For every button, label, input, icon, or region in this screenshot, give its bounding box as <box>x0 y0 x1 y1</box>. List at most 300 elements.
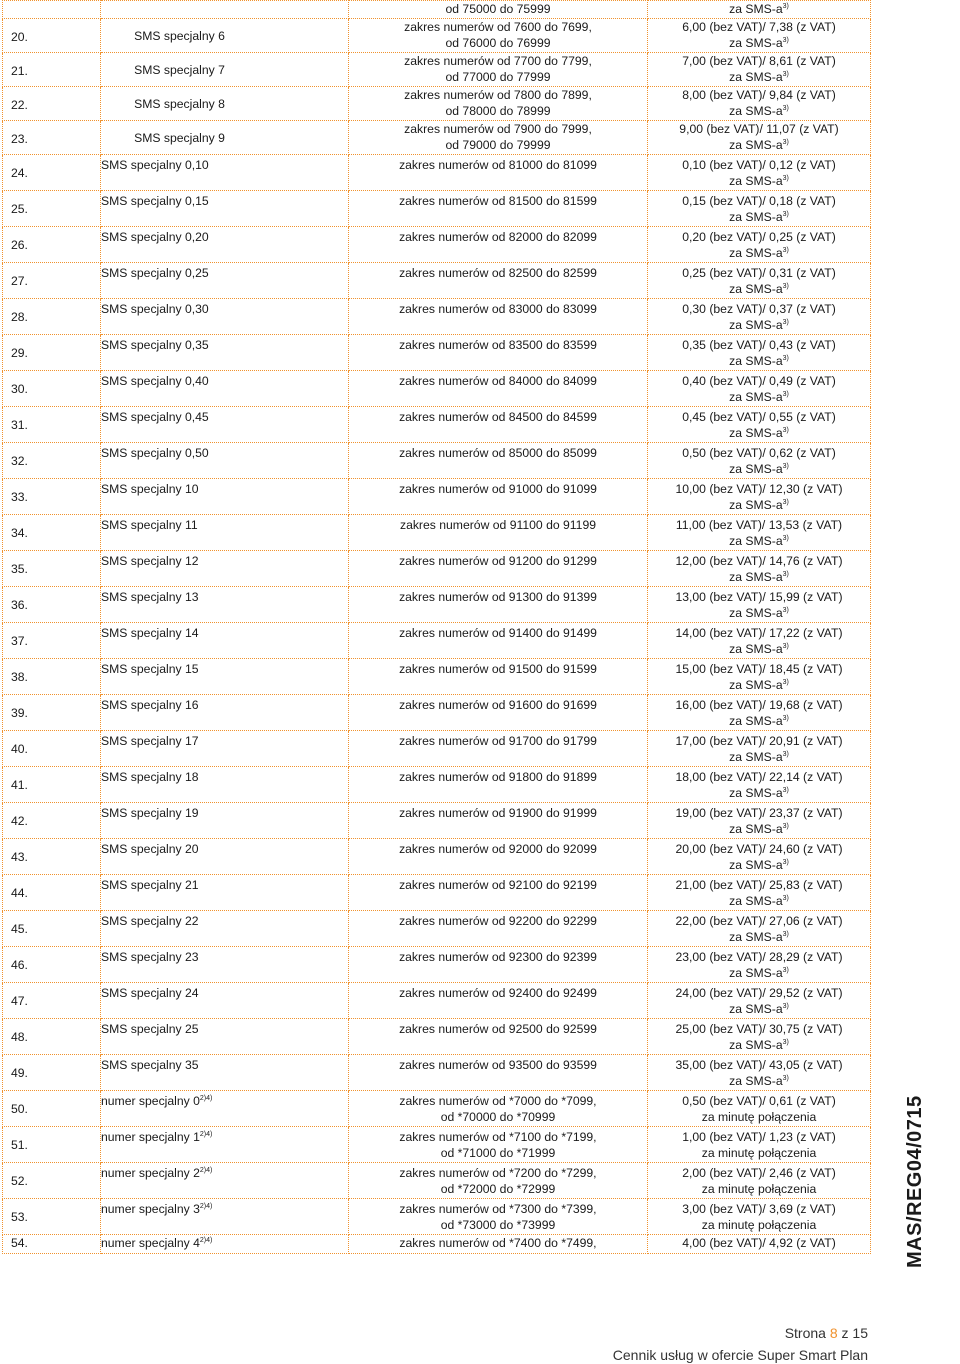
price-text: za SMS-a <box>729 2 783 16</box>
row-number: 54. <box>11 1235 28 1250</box>
row-number-cell <box>3 622 101 658</box>
service-name-cell <box>101 1162 349 1198</box>
footnote-ref: 3) <box>782 427 789 434</box>
row-number-cell <box>3 1090 101 1126</box>
footnote-ref: 3) <box>782 71 789 78</box>
price-unit: za minutę połączenia <box>701 1146 817 1160</box>
price-line-1: 8,00 (bez VAT)/ 9,84 (z VAT) <box>682 87 836 102</box>
price-cell <box>648 298 871 334</box>
table-row <box>3 52 871 86</box>
service-name <box>101 335 348 354</box>
row-number: 47. <box>11 993 28 1008</box>
price-line-1: 0,50 (bez VAT)/ 0,61 (z VAT) <box>682 1093 836 1108</box>
row-number-cell <box>3 838 101 874</box>
footnote-ref: 3) <box>782 105 789 112</box>
service-name <box>101 767 348 786</box>
service-name-text: SMS specjalny 13 <box>101 589 199 604</box>
range-line-1: zakres numerów od 91500 do 91599 <box>399 661 597 676</box>
price-line-2 <box>648 425 870 442</box>
service-name-cell <box>101 802 349 838</box>
price-unit: za SMS-a <box>729 642 783 656</box>
range-cell <box>349 370 648 406</box>
price-line-1: 13,00 (bez VAT)/ 15,99 (z VAT) <box>675 589 843 604</box>
row-number: 46. <box>11 957 28 972</box>
service-name-text: SMS specjalny 19 <box>101 805 199 820</box>
service-name-text: SMS specjalny 9 <box>134 130 225 145</box>
service-name-text: SMS specjalny 0,20 <box>101 229 209 244</box>
footnote-ref: 3) <box>782 1075 789 1082</box>
price-line-1: 2,00 (bez VAT)/ 2,46 (z VAT) <box>682 1165 836 1180</box>
service-name-cell <box>101 86 349 120</box>
service-name-cell <box>101 52 349 86</box>
price-line-1: 0,15 (bez VAT)/ 0,18 (z VAT) <box>682 193 836 208</box>
price-line-2 <box>648 569 870 586</box>
price-unit: za minutę połączenia <box>701 1182 817 1196</box>
price-line-1: 14,00 (bez VAT)/ 17,22 (z VAT) <box>675 625 843 640</box>
price-cell <box>648 658 871 694</box>
range-line-1: zakres numerów od 82000 do 82099 <box>399 229 597 244</box>
price-cell <box>648 946 871 982</box>
table-row <box>3 838 871 874</box>
range-cell <box>349 1198 648 1234</box>
price-line-1: 23,00 (bez VAT)/ 28,29 (z VAT) <box>675 949 843 964</box>
footnote-ref: 2)4) <box>199 1236 213 1244</box>
price-cell <box>648 766 871 802</box>
service-name-cell <box>101 120 349 154</box>
price-line-2 <box>648 1037 870 1054</box>
table-row <box>3 1018 871 1054</box>
service-name-text: SMS specjalny 23 <box>101 949 199 964</box>
price-unit: za SMS-a <box>729 750 783 764</box>
service-name-cell <box>101 622 349 658</box>
row-number: 52. <box>11 1173 28 1188</box>
service-name-text: SMS specjalny 20 <box>101 841 199 856</box>
price-unit: za SMS-a <box>729 282 783 296</box>
range-cell <box>349 802 648 838</box>
service-name-cell <box>101 1198 349 1234</box>
price-line-2 <box>648 209 870 226</box>
service-name <box>101 1199 348 1218</box>
price-unit: za SMS-a <box>729 70 783 84</box>
service-name <box>101 839 348 858</box>
price-line-1: 25,00 (bez VAT)/ 30,75 (z VAT) <box>675 1021 843 1036</box>
price-cell <box>648 730 871 766</box>
service-name <box>101 875 348 894</box>
service-name <box>101 155 348 174</box>
service-name <box>11 121 348 147</box>
footnote-ref: 3) <box>782 643 789 650</box>
range-line-1: zakres numerów od 92200 do 92299 <box>399 913 597 928</box>
table-row <box>3 442 871 478</box>
price-unit: za SMS-a <box>729 714 783 728</box>
range-cell <box>349 154 648 190</box>
price-line-2 <box>648 461 870 478</box>
footnote-ref: 3) <box>782 391 789 398</box>
range-line-1: zakres numerów od 7900 do 7999, <box>404 121 592 136</box>
service-name-cell <box>101 1090 349 1126</box>
service-name-cell <box>101 514 349 550</box>
row-number: 40. <box>11 741 28 756</box>
price-line-2 <box>648 1181 870 1198</box>
table-row <box>3 694 871 730</box>
service-name <box>101 407 348 426</box>
row-number-cell <box>3 874 101 910</box>
service-name-cell <box>101 550 349 586</box>
price-line-1: 24,00 (bez VAT)/ 29,52 (z VAT) <box>675 985 843 1000</box>
row-number-cell <box>3 550 101 586</box>
service-name <box>101 1019 348 1038</box>
range-line-1: zakres numerów od 91700 do 91799 <box>399 733 597 748</box>
service-name-cell <box>101 190 349 226</box>
row-number-cell <box>3 694 101 730</box>
row-number-cell <box>3 514 101 550</box>
price-line-2 <box>648 893 870 910</box>
service-name-cell <box>101 874 349 910</box>
document-title: Cennik usług w ofercie Super Smart Plan <box>612 1347 868 1363</box>
service-name-cell <box>101 154 349 190</box>
footnote-ref: 2)4) <box>199 1130 213 1138</box>
range-cell <box>349 478 648 514</box>
footnote-ref: 3) <box>782 571 789 578</box>
price-line-1: 10,00 (bez VAT)/ 12,30 (z VAT) <box>675 481 843 496</box>
range-line-1: zakres numerów od 85000 do 85099 <box>399 445 597 460</box>
range-line-1: zakres numerów od 91600 do 91699 <box>399 697 597 712</box>
service-name-cell <box>101 442 349 478</box>
service-name-cell <box>101 766 349 802</box>
range-cell <box>349 1162 648 1198</box>
range-cell <box>349 946 648 982</box>
service-name-text: SMS specjalny 11 <box>101 517 198 532</box>
document-code: MAS/REG04/0715 <box>904 1095 926 1268</box>
footnote-ref: 3) <box>782 859 789 866</box>
price-cell <box>648 334 871 370</box>
price-unit: za SMS-a <box>729 570 783 584</box>
service-name <box>101 947 348 966</box>
service-name-cell <box>101 838 349 874</box>
service-name-text: numer specjalny 0 <box>101 1093 200 1108</box>
table-row <box>3 622 871 658</box>
service-name-text: SMS specjalny 35 <box>101 1057 199 1072</box>
range-cell <box>349 550 648 586</box>
price-unit: za SMS-a <box>729 606 783 620</box>
footnote-ref: 3) <box>782 37 789 44</box>
price-table <box>2 0 871 1254</box>
row-number-cell <box>3 946 101 982</box>
price-line-2 <box>648 389 870 406</box>
footnote-ref: 3) <box>782 931 789 938</box>
row-number-cell <box>3 442 101 478</box>
price-cell <box>648 442 871 478</box>
row-number: 28. <box>11 309 28 324</box>
price-cell <box>648 1234 871 1253</box>
service-name <box>101 299 348 318</box>
service-name-cell <box>101 1234 349 1253</box>
row-number-cell <box>3 1054 101 1090</box>
range-line-1: zakres numerów od *7000 do *7099, <box>399 1093 597 1108</box>
row-number-cell <box>3 406 101 442</box>
table-row <box>3 120 871 154</box>
price-line-1: 0,45 (bez VAT)/ 0,55 (z VAT) <box>682 409 836 424</box>
service-name <box>11 87 348 113</box>
range-cell <box>349 298 648 334</box>
row-number: 33. <box>11 489 28 504</box>
range-line-1: zakres numerów od 81000 do 81099 <box>399 157 597 172</box>
row-number: 32. <box>11 453 28 468</box>
row-number-cell <box>3 370 101 406</box>
service-name-text: SMS specjalny 12 <box>101 553 199 568</box>
service-name-text: SMS specjalny 0,30 <box>101 301 209 316</box>
price-line-1: 35,00 (bez VAT)/ 43,05 (z VAT) <box>675 1057 843 1072</box>
service-name <box>101 1091 348 1110</box>
range-cell <box>349 120 648 154</box>
service-name <box>101 911 348 930</box>
table-row <box>3 874 871 910</box>
price-line-1: 4,00 (bez VAT)/ 4,92 (z VAT) <box>682 1235 836 1250</box>
range-line-1: zakres numerów od 91400 do 91499 <box>399 625 597 640</box>
price-line-2 <box>648 35 870 52</box>
service-name-text: numer specjalny 1 <box>101 1129 200 1144</box>
price-cell <box>648 550 871 586</box>
footnote-ref: 2)4) <box>199 1166 213 1174</box>
footnote-ref: 3) <box>782 823 789 830</box>
range-cell <box>349 586 648 622</box>
range-cell <box>349 874 648 910</box>
range-line-2: od 78000 do 78999 <box>445 104 551 118</box>
price-line-1: 6,00 (bez VAT)/ 7,38 (z VAT) <box>682 19 836 34</box>
price-unit: za SMS-a <box>729 246 783 260</box>
service-name-cell <box>101 1126 349 1162</box>
service-name-cell <box>101 982 349 1018</box>
row-number-cell <box>3 586 101 622</box>
range-line-1: zakres numerów od 81500 do 81599 <box>399 193 597 208</box>
service-name <box>101 263 348 282</box>
price-line-2 <box>648 1145 870 1162</box>
table-row <box>3 370 871 406</box>
range-line-1: zakres numerów od 84000 do 84099 <box>399 373 597 388</box>
footnote-ref: 3) <box>782 175 789 182</box>
range-cell <box>349 406 648 442</box>
price-unit: za SMS-a <box>729 1074 783 1088</box>
service-name-cell <box>101 262 349 298</box>
price-line-1: 7,00 (bez VAT)/ 8,61 (z VAT) <box>682 53 836 68</box>
price-unit: za SMS-a <box>729 858 783 872</box>
price-line-1: 0,40 (bez VAT)/ 0,49 (z VAT) <box>682 373 836 388</box>
price-line-1: 0,35 (bez VAT)/ 0,43 (z VAT) <box>682 337 836 352</box>
price-unit: za SMS-a <box>729 426 783 440</box>
range-cell <box>349 1090 648 1126</box>
row-number: 21. <box>11 63 28 78</box>
price-line-2 <box>648 69 870 86</box>
price-cell <box>648 1054 871 1090</box>
table-row <box>3 1198 871 1234</box>
row-number: 27. <box>11 273 28 288</box>
service-name-cell <box>101 226 349 262</box>
footnote-ref: 3) <box>782 535 789 542</box>
footnote-ref: 3) <box>782 1039 789 1046</box>
price-line-1: 20,00 (bez VAT)/ 24,60 (z VAT) <box>675 841 843 856</box>
service-name-text: numer specjalny 3 <box>101 1201 200 1216</box>
service-name <box>101 1055 348 1074</box>
price-line-2 <box>648 1109 870 1126</box>
range-cell <box>349 1054 648 1090</box>
table-row <box>3 406 871 442</box>
row-number: 23. <box>11 131 28 146</box>
price-unit: za SMS-a <box>729 104 783 118</box>
price-cell <box>648 478 871 514</box>
row-number-cell <box>3 1162 101 1198</box>
price-unit: za SMS-a <box>729 966 783 980</box>
price-line-2 <box>648 497 870 514</box>
service-name-text: SMS specjalny 0,45 <box>101 409 209 424</box>
row-number-cell <box>3 910 101 946</box>
row-number-cell <box>3 478 101 514</box>
row-number-cell <box>3 802 101 838</box>
price-unit: za SMS-a <box>729 498 783 512</box>
row-number-cell <box>3 298 101 334</box>
service-name <box>101 191 348 210</box>
price-cell <box>648 1198 871 1234</box>
table-row <box>3 154 871 190</box>
price-cell <box>648 86 871 120</box>
service-name-text: SMS specjalny 25 <box>101 1021 199 1036</box>
price-cell <box>648 910 871 946</box>
price-unit: za SMS-a <box>729 390 783 404</box>
price-line-2 <box>648 353 870 370</box>
table-row <box>3 334 871 370</box>
price-line-2 <box>648 245 870 262</box>
service-name-text: SMS specjalny 17 <box>101 733 199 748</box>
row-number: 48. <box>11 1029 28 1044</box>
footnote-ref: 3) <box>782 211 789 218</box>
range-line-1: zakres numerów od 7600 do 7699, <box>404 19 592 34</box>
price-unit: za SMS-a <box>729 534 783 548</box>
footnote-ref: 3) <box>782 283 789 290</box>
range-line-2: od *70000 do *70999 <box>440 1110 556 1124</box>
range-line-1: zakres numerów od 91100 do 91199 <box>399 517 597 532</box>
footnote-ref: 2)4) <box>199 1094 213 1102</box>
row-number: 39. <box>11 705 28 720</box>
price-unit: za SMS-a <box>729 678 783 692</box>
price-line-1: 9,00 (bez VAT)/ 11,07 (z VAT) <box>679 121 839 136</box>
service-name-text: SMS specjalny 7 <box>134 62 225 77</box>
service-name <box>101 623 348 642</box>
range-cell <box>349 838 648 874</box>
table-row <box>3 946 871 982</box>
price-unit: za SMS-a <box>729 36 783 50</box>
row-number-cell <box>3 262 101 298</box>
range-cell <box>349 910 648 946</box>
row-number: 49. <box>11 1065 28 1080</box>
service-name-text: SMS specjalny 14 <box>101 625 199 640</box>
price-cell <box>648 154 871 190</box>
range-line-1: zakres numerów od *7200 do *7299, <box>399 1165 597 1180</box>
service-name-cell <box>101 18 349 52</box>
row-number: 50. <box>11 1101 28 1116</box>
range-cell <box>349 1018 648 1054</box>
table-row <box>3 550 871 586</box>
service-name <box>101 1163 348 1182</box>
range-line-1: zakres numerów od 7700 do 7799, <box>404 53 592 68</box>
range-line-1: zakres numerów od *7300 do *7399, <box>399 1201 597 1216</box>
row-number: 43. <box>11 849 28 864</box>
service-name-text: SMS specjalny 0,10 <box>101 157 209 172</box>
price-line-2 <box>648 1001 870 1018</box>
price-cell <box>648 262 871 298</box>
range-cell <box>349 694 648 730</box>
row-number: 31. <box>11 417 28 432</box>
table-row <box>3 262 871 298</box>
price-line-2 <box>648 749 870 766</box>
service-name-cell <box>101 370 349 406</box>
range-line-1: zakres numerów od 83500 do 83599 <box>399 337 597 352</box>
table-row <box>3 1126 871 1162</box>
row-number-cell <box>3 766 101 802</box>
row-number: 36. <box>11 597 28 612</box>
range-line-1: zakres numerów od 82500 do 82599 <box>399 265 597 280</box>
price-cell <box>648 838 871 874</box>
footnote-ref: 3) <box>782 355 789 362</box>
price-cell <box>648 1162 871 1198</box>
price-unit: za SMS-a <box>729 894 783 908</box>
price-unit: za SMS-a <box>729 462 783 476</box>
price-cell <box>648 52 871 86</box>
price-line-2 <box>648 281 870 298</box>
service-name <box>101 659 348 678</box>
price-cell <box>648 1 871 19</box>
price-line-1: 0,50 (bez VAT)/ 0,62 (z VAT) <box>682 445 836 460</box>
price-line-1: 16,00 (bez VAT)/ 19,68 (z VAT) <box>675 697 843 712</box>
price-line-1: 15,00 (bez VAT)/ 18,45 (z VAT) <box>675 661 843 676</box>
row-number-cell <box>3 334 101 370</box>
range-line-1: zakres numerów od 91200 do 91299 <box>399 553 597 568</box>
service-name-text: SMS specjalny 0,35 <box>101 337 209 352</box>
row-number: 24. <box>11 165 28 180</box>
service-name-cell <box>101 658 349 694</box>
price-line-1: 12,00 (bez VAT)/ 14,76 (z VAT) <box>675 553 843 568</box>
price-line-2 <box>648 605 870 622</box>
service-name-cell <box>101 730 349 766</box>
service-name-text: SMS specjalny 0,15 <box>101 193 209 208</box>
row-number: 26. <box>11 237 28 252</box>
price-line-1: 19,00 (bez VAT)/ 23,37 (z VAT) <box>675 805 843 820</box>
price-cell <box>648 18 871 52</box>
price-unit: za minutę połączenia <box>701 1218 817 1232</box>
price-unit: za SMS-a <box>729 318 783 332</box>
range-line-1: zakres numerów od *7400 do *7499, <box>399 1235 597 1250</box>
footnote-ref: 3) <box>782 715 789 722</box>
range-line-1: zakres numerów od 84500 do 84599 <box>399 409 597 424</box>
range-line-2: od 79000 do 79999 <box>445 138 551 152</box>
service-name-text: SMS specjalny 6 <box>134 28 225 43</box>
row-number: 53. <box>11 1209 28 1224</box>
footnote-ref: 3) <box>782 247 789 254</box>
row-number: 42. <box>11 813 28 828</box>
row-number: 37. <box>11 633 28 648</box>
service-name-text: numer specjalny 4 <box>101 1235 200 1250</box>
service-name <box>101 695 348 714</box>
service-name <box>11 19 348 45</box>
price-line-2 <box>648 965 870 982</box>
price-unit: za SMS-a <box>729 210 783 224</box>
price-line-2 <box>648 173 870 190</box>
price-line-1: 22,00 (bez VAT)/ 27,06 (z VAT) <box>675 913 843 928</box>
table-row <box>3 730 871 766</box>
service-name-cell <box>101 1018 349 1054</box>
row-number-cell <box>3 154 101 190</box>
range-text: od 75000 do 75999 <box>445 2 551 16</box>
footnote-ref: 3) <box>782 607 789 614</box>
service-name <box>101 227 348 246</box>
